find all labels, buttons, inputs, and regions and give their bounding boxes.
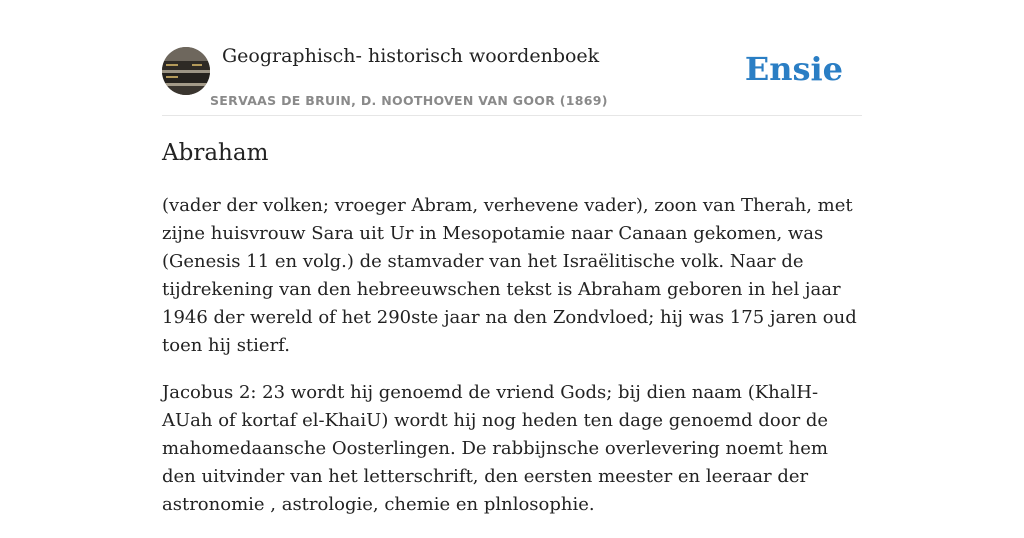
entry-paragraph: (vader der volken; vroeger Abram, verhevene vader), zoon van Therah, met zijne huisvrouw Sara uit Ur in Mesopotamie naar Canaan gekomen, was (Genesis 11 en volg.) de stamvader van het Israëlitische volk. Naar de tijdrekening van den hebreeuwschen tekst is Abraham geboren in hel jaar 1946 der wereld of het 290ste jaar na den Zondvloed; hij was 175 jaren oud toen hij stierf. <box>162 195 857 356</box>
entry-header <box>162 0 862 116</box>
book-author: SERVAAS DE BRUIN, D. NOOTHOVEN VAN GOOR (1869) <box>210 93 608 108</box>
book-title[interactable]: Geographisch- historisch woordenboek <box>222 45 600 67</box>
book-stack-graphic <box>162 47 210 95</box>
brand-logo[interactable]: Ensie <box>744 50 843 88</box>
book-stack-icon[interactable] <box>162 47 210 95</box>
entry-paragraph: Jacobus 2: 23 wordt hij genoemd de vriend Gods; bij dien naam (KhalH-AUah of kortaf el-KhaiU) wordt hij nog heden ten dage genoemd door de mahomedaansche Oosterlingen. De rabbijnsche overlevering noemt hem den uitvinder van het letterschrift, den eersten meester en leeraar der astronomie , astrologie, chemie en plnlosophie. <box>162 382 829 515</box>
entry-card <box>162 0 862 515</box>
entry-body <box>162 192 862 538</box>
entry-title: Abraham <box>162 140 269 166</box>
